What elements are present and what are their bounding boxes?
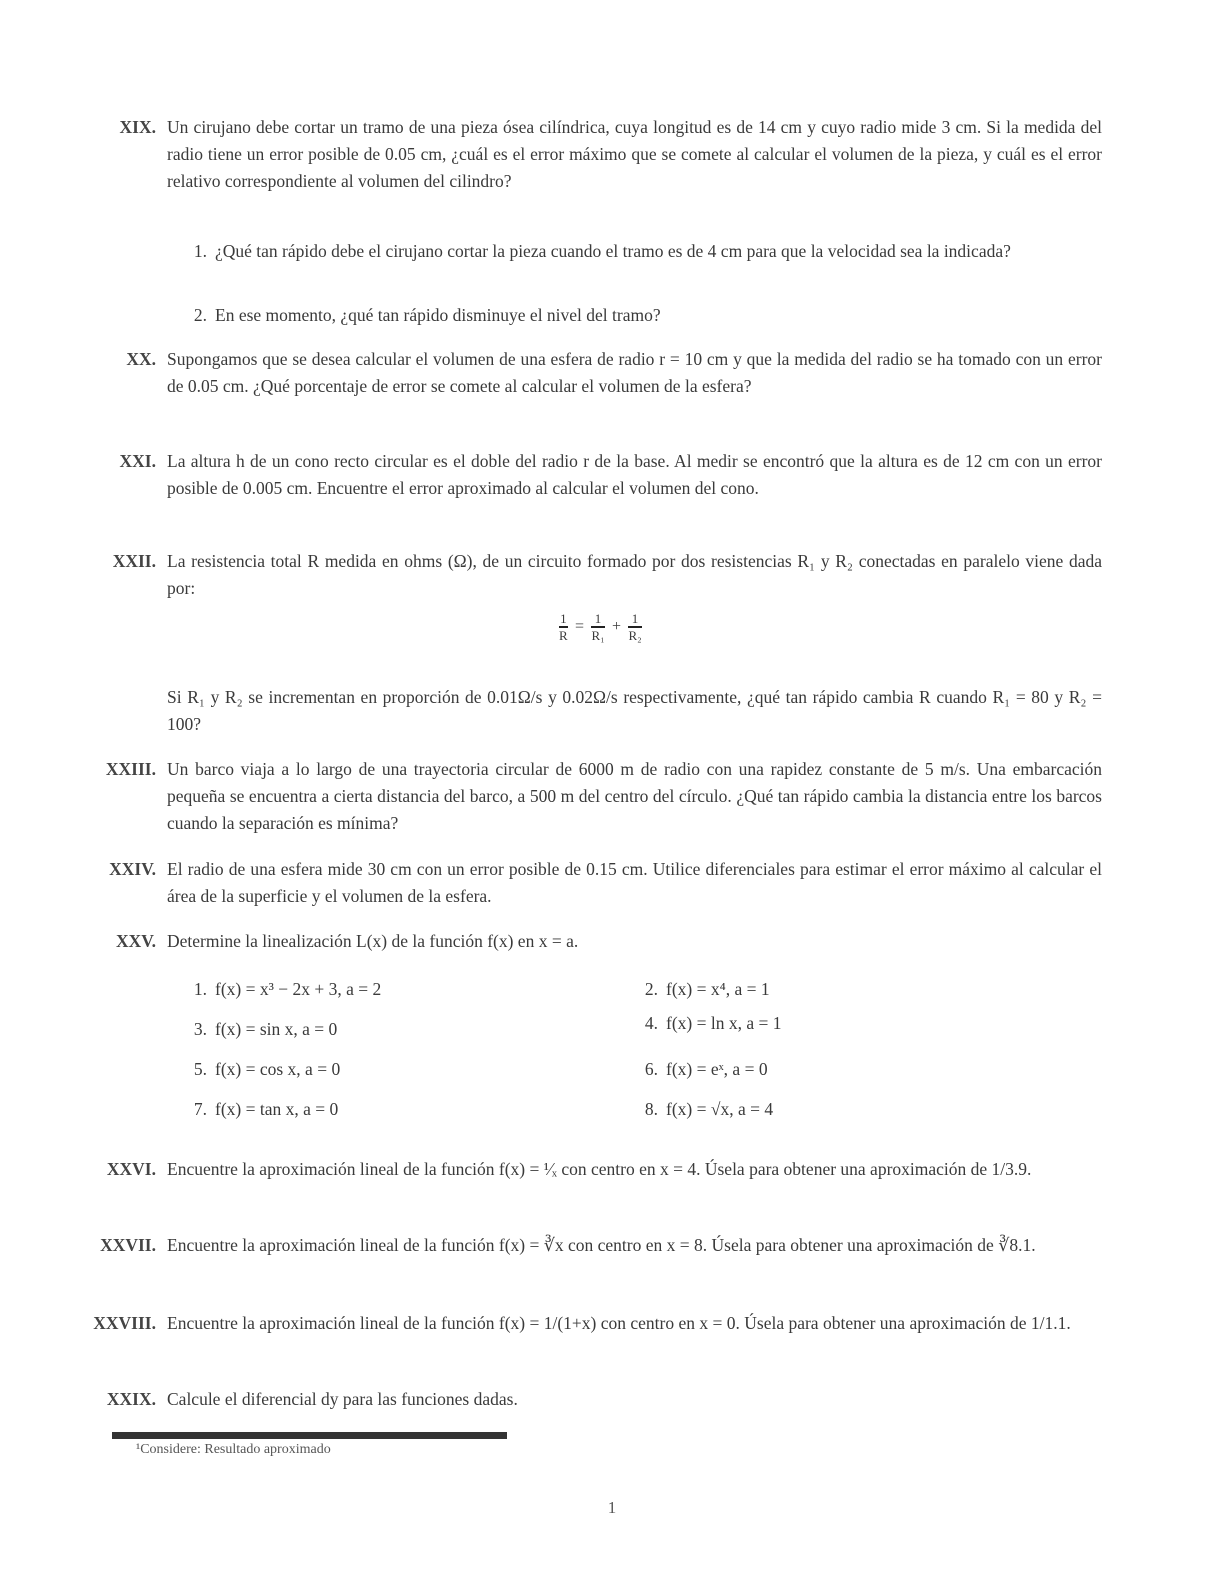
item-number: 2. (644, 979, 658, 999)
problem-xxii (60, 548, 1102, 602)
formula-term-r2: $\frac{1}{\text{R₂}}$ (628, 611, 642, 643)
footnote: ¹Considere: Resultado aproximado (136, 1442, 331, 1457)
problem-number: XXIX. (106, 1389, 156, 1409)
problem-xxi (60, 448, 1102, 502)
item-number: 6. (644, 1059, 658, 1079)
sub-item-number: 2. (193, 305, 207, 325)
item-number: 3. (193, 1019, 207, 1039)
problem-text: Supongamos que se desea calcular el volumen de una esfera de radio r = 10 cm y que la medida del radio se ha tomado con un error de 0.05 cm. ¿Qué porcentaje de error se comete al calcular el volumen de la esfera? (167, 349, 1102, 396)
problem-xxvi (60, 1156, 1102, 1183)
linearization-item (185, 1056, 340, 1083)
linearization-item (185, 1096, 338, 1123)
item-formula: f(x) = √x, a = 4 (666, 1099, 774, 1119)
problem-number: XXIII. (105, 759, 156, 779)
linearization-item (185, 976, 381, 1003)
item-formula: f(x) = sin x, a = 0 (215, 1019, 338, 1039)
problem-xxvii (60, 1232, 1102, 1259)
problem-text: La resistencia total R medida en ohms (Ω), de un circuito formado por dos resistencias R₁ y R₂ conectadas en paralelo viene dada por: (167, 551, 1102, 598)
sub-item (185, 238, 1103, 265)
problem-text: Encuentre la aproximación lineal de la función f(x) = ¹⁄ₓ con centro en x = 4. Úsela para obtener una aproximación de 1/3.9. (167, 1159, 1032, 1179)
sub-item-number: 1. (193, 241, 207, 261)
formula-lhs: $\frac{1}{R}$ (559, 611, 568, 643)
item-number: 7. (193, 1099, 207, 1119)
problem-xx (60, 346, 1102, 400)
problem-xix (60, 114, 1102, 195)
problem-text: Encuentre la aproximación lineal de la función f(x) = 1/(1+x) con centro en x = 0. Úsela para obtener una aproximación de 1/1.1. (167, 1313, 1071, 1333)
problem-xxiv (60, 856, 1102, 910)
item-formula: f(x) = x³ − 2x + 3, a = 2 (215, 979, 382, 999)
problem-number: XX. (126, 349, 156, 369)
problem-text: Un barco viaja a lo largo de una trayectoria circular de 6000 m de radio con una rapidez constante de 5 m/s. Una embarcación pequeña se encuentra a cierta distancia del barco, a 500 m del centro del círculo. ¿Qué tan rápido cambia la distancia entre los barcos cuando la separación es mínima? (167, 759, 1102, 833)
problem-xxix (60, 1386, 1102, 1413)
linearization-item (185, 1016, 337, 1043)
item-formula: f(x) = eˣ, a = 0 (666, 1059, 768, 1079)
item-number: 1. (193, 979, 207, 999)
problem-number: XXVII. (100, 1235, 156, 1255)
sub-item (185, 302, 1103, 329)
problem-text: Encuentre la aproximación lineal de la función f(x) = ∛x con centro en x = 8. Úsela para obtener una aproximación de ∛8.1. (167, 1235, 1036, 1255)
sub-item-text: En ese momento, ¿qué tan rápido disminuye el nivel del tramo? (215, 305, 661, 325)
item-number: 4. (644, 1013, 658, 1033)
problem-text: Determine la linealización L(x) de la función f(x) en x = a. (167, 931, 579, 951)
item-number: 8. (644, 1099, 658, 1119)
problem-number: XXVIII. (93, 1313, 156, 1333)
linearization-item (636, 1010, 781, 1037)
item-formula: f(x) = cos x, a = 0 (215, 1059, 341, 1079)
item-formula: f(x) = ln x, a = 1 (666, 1013, 782, 1033)
sub-item-text: ¿Qué tan rápido debe el cirujano cortar la pieza cuando el tramo es de 4 cm para que la velocidad sea la indicada? (215, 241, 1011, 261)
page-number: 1 (607, 1498, 617, 1517)
problem-number: XXVI. (106, 1159, 156, 1179)
problem-text: El radio de una esfera mide 30 cm con un error posible de 0.15 cm. Utilice diferenciales para estimar el error máximo al calcular el área de la superficie y el volumen de la esfera. (167, 859, 1102, 906)
linearization-item (636, 1096, 773, 1123)
problem-text: La altura h de un cono recto circular es el doble del radio r de la base. Al medir se encontró que la altura es de 12 cm con un error posible de 0.005 cm. Encuentre el error aproximado al calcular el volumen del cono. (167, 451, 1102, 498)
problem-number: XXV. (115, 931, 156, 951)
problem-text: Si R₁ y R₂ se incrementan en proporción de 0.01Ω/s y 0.02Ω/s respectivamente, ¿qué tan rápido cambia R cuando R₁ = 80 y R₂ = 100? (167, 687, 1102, 734)
item-formula: f(x) = tan x, a = 0 (215, 1099, 339, 1119)
problem-xxii-continued (60, 684, 1102, 738)
problem-number: XXII. (112, 551, 156, 571)
footnote-divider (112, 1432, 507, 1439)
problem-number: XXIV. (109, 859, 156, 879)
problem-text: Calcule el diferencial dy para las funciones dadas. (167, 1389, 518, 1409)
problem-xxviii (60, 1310, 1102, 1337)
problem-number: XXI. (119, 451, 156, 471)
resistance-formula: $\frac{1}{R} = \frac{1}{\text{R₁}} + \frac{1}{\text{R₂}}$ (559, 611, 642, 643)
problem-xxv (60, 928, 1102, 955)
item-number: 5. (193, 1059, 207, 1079)
linearization-item (636, 976, 770, 1003)
formula-term-r1: $\frac{1}{\text{R₁}}$ (591, 611, 605, 643)
item-formula: f(x) = x⁴, a = 1 (666, 979, 770, 999)
problem-number: XIX. (119, 117, 156, 137)
problem-text: Un cirujano debe cortar un tramo de una pieza ósea cilíndrica, cuya longitud es de 14 cm y cuyo radio mide 3 cm. Si la medida del radio tiene un error posible de 0.05 cm, ¿cuál es el error máximo que se comete al calcular el volumen de la pieza, y cuál es el error relativo correspondiente al volumen del cilindro? (167, 117, 1102, 191)
linearization-item (636, 1056, 768, 1083)
problem-xxiii (60, 756, 1102, 837)
